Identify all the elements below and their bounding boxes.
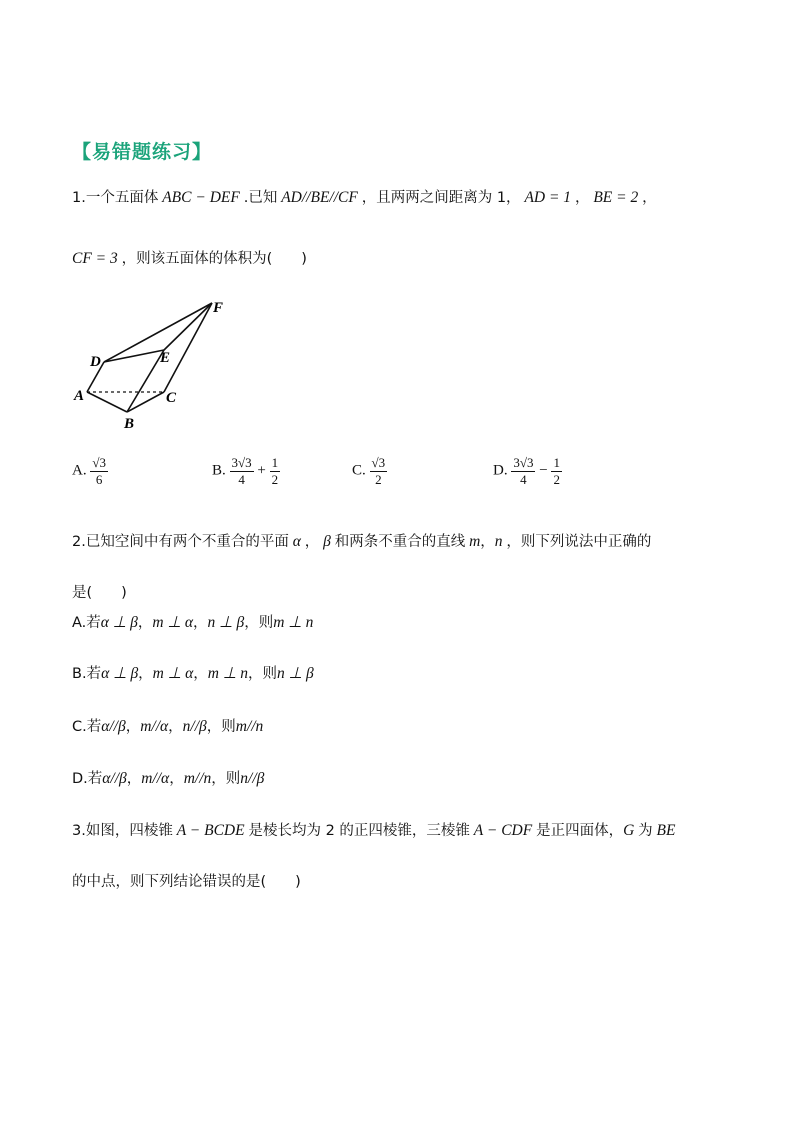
q2-prefix: 2.已知空间中有两个不重合的平面 — [72, 534, 289, 550]
q2-option-c-cond-2: m//α — [140, 718, 169, 735]
q1-prefix: 1.一个五面体 — [72, 190, 159, 206]
q1-line-2 — [72, 247, 307, 268]
q1-option-d-fraction — [511, 456, 535, 486]
q2-option-a-label: A.若 — [72, 615, 101, 631]
label-b: B — [124, 416, 135, 432]
q2-option-a-then: 则 — [258, 615, 274, 631]
q2-comma-2: ， — [480, 534, 495, 550]
label-d: D — [90, 354, 101, 370]
q1-option-c[interactable] — [352, 456, 387, 486]
q3-g: G — [623, 822, 635, 839]
q1-option-c-den: 2 — [375, 471, 382, 487]
q2-option-a[interactable]: A.若α ⊥ β，m ⊥ α，n ⊥ β，则m ⊥ n — [72, 614, 314, 631]
q2-option-d-result: n//β — [240, 770, 265, 787]
q1-option-c-num: √3 — [371, 455, 386, 470]
q1-option-d-fraction-2 — [551, 456, 562, 486]
q2-text-tail: ，则下列说法中正确的 — [506, 534, 652, 550]
q2-alpha: α — [292, 533, 301, 550]
q1-option-d-num: 3√3 — [513, 455, 534, 470]
q1-option-a-num: √3 — [92, 455, 106, 470]
q2-option-d-cond-2: m//α — [141, 770, 170, 787]
q1-option-d-den-2: 2 — [553, 471, 560, 487]
q2-option-b-label: B.若 — [72, 666, 102, 682]
q2-option-a-cond-1: α ⊥ β — [100, 614, 138, 631]
label-f: F — [213, 300, 224, 316]
q1-option-d-num-2: 1 — [553, 455, 560, 470]
label-a: A — [74, 388, 85, 404]
q1-end: ， — [642, 190, 657, 206]
q2-option-d-cond-3: m//n — [183, 770, 212, 787]
q3-text-regular: 是正四面体， — [536, 823, 624, 839]
q3-math-tetra: A − CDF — [473, 822, 533, 839]
label-e: E — [160, 350, 171, 366]
q1-math-solid: ABC − DEF — [162, 189, 240, 206]
q1-line-1 — [72, 186, 657, 207]
q1-sep: ， — [574, 190, 590, 206]
q1-option-b-fraction — [230, 456, 254, 486]
q1-text-distance: ，且两两之间距离为 1， — [361, 190, 521, 206]
q2-option-d[interactable]: D.若α//β，m//α，m//n，则n//β — [72, 770, 265, 787]
q2-option-c-cond-1: α//β — [101, 718, 126, 735]
q2-option-c-then: 则 — [221, 719, 236, 735]
q2-option-a-cond-3: n ⊥ β — [207, 614, 245, 631]
q1-text-known: .已知 — [243, 190, 278, 206]
q2-option-d-label: D.若 — [72, 771, 103, 787]
q2-option-b-cond-3: m ⊥ n — [207, 665, 248, 682]
q1-option-b-op: + — [257, 462, 266, 479]
q2-option-d-cond-1: α//β — [102, 770, 127, 787]
section-heading: 【易错题练习】 — [72, 141, 213, 163]
q1-option-d-den: 4 — [520, 471, 527, 487]
q2-option-b-result: n ⊥ β — [276, 665, 314, 682]
q3-math-pyramid: A − BCDE — [176, 822, 245, 839]
q1-option-b-label: B. — [212, 462, 226, 479]
q3-line-1 — [72, 819, 675, 840]
q1-option-b[interactable] — [212, 456, 280, 486]
q2-m: m — [469, 533, 481, 550]
q1-option-d-op: − — [539, 462, 548, 479]
q1-option-a-label: A. — [72, 462, 87, 479]
q3-text-edges: 是棱长均为 2 的正四棱锥，三棱锥 — [248, 823, 470, 839]
q1-option-a[interactable] — [72, 456, 108, 486]
q1-question-tail: ，则该五面体的体积为( ) — [121, 251, 307, 267]
q1-math-ad: AD = 1 — [524, 189, 572, 206]
q1-option-b-den-2: 2 — [271, 471, 279, 487]
label-c: C — [166, 390, 177, 406]
q2-n: n — [494, 533, 503, 550]
q1-math-be: BE = 2 — [593, 189, 639, 206]
q2-option-b-cond-1: α ⊥ β — [101, 665, 139, 682]
q1-option-c-label: C. — [352, 462, 366, 479]
q2-option-c[interactable]: C.若α//β，m//α，n//β，则m//n — [72, 718, 264, 735]
q2-option-c-result: m//n — [235, 718, 264, 735]
q1-option-d-label: D. — [493, 462, 508, 479]
q2-option-d-then: 则 — [225, 771, 241, 787]
q1-option-d[interactable] — [493, 456, 562, 486]
q2-option-a-result: m ⊥ n — [273, 614, 314, 631]
q1-option-a-fraction — [90, 456, 108, 486]
q1-option-b-num: 3√3 — [231, 455, 252, 470]
q2-line-1 — [72, 530, 651, 551]
q1-math-cf: CF = 3 — [72, 250, 118, 267]
q2-text-lines: 和两条不重合的直线 — [334, 534, 466, 550]
q2-line-2 — [72, 581, 127, 602]
q3-text-for: 为 — [638, 823, 653, 839]
q1-pentahedron-figure — [72, 296, 242, 436]
q2-comma-1: ， — [304, 534, 320, 550]
q1-option-a-den: 6 — [95, 471, 103, 487]
q2-beta: β — [323, 533, 331, 550]
q1-option-b-den: 4 — [238, 471, 245, 487]
q2-option-c-label: C.若 — [72, 719, 102, 735]
q2-line-2-text: 是( ) — [72, 585, 127, 601]
q3-be: BE — [656, 822, 676, 839]
q2-option-b-cond-2: m ⊥ α — [152, 665, 194, 682]
q1-option-b-fraction-2 — [270, 456, 281, 486]
q3-line-2 — [72, 870, 301, 891]
q1-option-b-num-2: 1 — [271, 455, 279, 470]
q2-option-b-then: 则 — [262, 666, 277, 682]
q2-option-a-cond-2: m ⊥ α — [152, 614, 193, 631]
q3-line-2-text: 的中点，则下列结论错误的是( ) — [72, 874, 301, 890]
q3-prefix: 3.如图，四棱锥 — [72, 823, 173, 839]
q1-option-c-fraction — [370, 456, 388, 486]
q1-math-parallel: AD//BE//CF — [281, 189, 358, 206]
q2-option-b[interactable]: B.若α ⊥ β，m ⊥ α，m ⊥ n，则n ⊥ β — [72, 665, 314, 682]
q2-option-c-cond-3: n//β — [182, 718, 207, 735]
